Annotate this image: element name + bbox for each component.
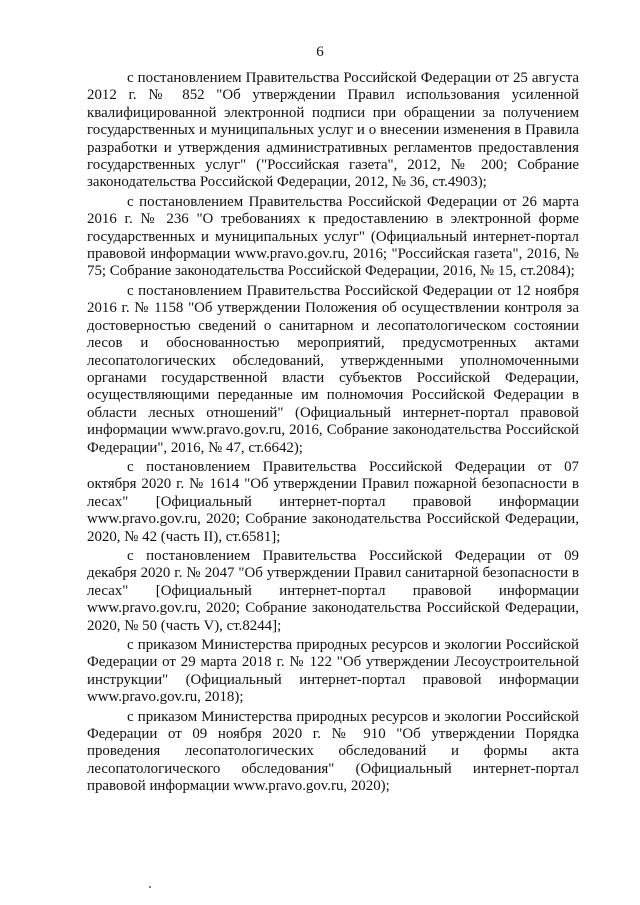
paragraph-2: с постановлением Правительства Российской Федерации от 26 марта 2016 г. № 236 "О требованиях к предоставлению в электронной форме государственных и муниципальных услуг" (Официальный интернет-портал правовой информации www.pravo.gov.ru, 2016; "Российская газета", 2016, № 75; Собрание законодательства Российской Федерации, 2016, № 15, ст.2084); (87, 193, 579, 280)
paragraph-5: с постановлением Правительства Российской Федерации от 09 декабря 2020 г. № 2047 "Об утверждении Правил санитарной безопасности в лесах" [Официальный интернет-портал правовой информации www.pravo.gov.ru, 2020; Собрание законодательства Российской Федерации, 2020, № 50 (часть V), ст.8244]; (87, 547, 579, 634)
paragraph-4: с постановлением Правительства Российской Федерации от 07 октября 2020 г. № 1614 "Об утверждении Правил пожарной безопасности в лесах" [Официальный интернет-портал правовой информации www.pravo.gov.ru, 2020; Собрание законодательства Российской Федерации, 2020, № 42 (часть II), ст.6581]; (87, 458, 579, 545)
paragraph-7: с приказом Министерства природных ресурсов и экологии Российской Федерации от 09 ноября 2020 г. № 910 "Об утверждении Порядка проведения лесопатологических обследований и формы акта лесопатологического обследования" (Официальный интернет-портал правовой информации www.pravo.gov.ru, 2020); (87, 708, 579, 795)
paragraph-6: с приказом Министерства природных ресурсов и экологии Российской Федерации от 29 марта 2018 г. № 122 "Об утверждении Лесоустроительной инструкции" (Официальный интернет-портал правовой информации www.pravo.gov.ru, 2018); (87, 637, 579, 706)
paragraph-1: с постановлением Правительства Российской Федерации от 25 августа 2012 г. № 852 "Об утверждении Правил использования усиленной квалифицированной электронной подписи при обращении за получением государственных и муниципальных услуг и о внесении изменения в Правила разработки и утверждения административных регламентов предоставления государственных услуг" ("Российская газета", 2012, № 200; Собрание законодательства Российской Федерации, 2012, № 36, ст.4903); (87, 70, 579, 191)
scan-speck (149, 886, 151, 888)
document-body (87, 70, 579, 798)
page-number: 6 (316, 44, 324, 60)
paragraph-3: с постановлением Правительства Российской Федерации от 12 ноября 2016 г. № 1158 "Об утверждении Положения об осуществлении контроля за достоверностью сведений о санитарном и лесопатологическом состоянии лесов и обоснованностью мероприятий, предусмотренных актами лесопатологических обследований, утвержденными уполномоченными органами государственной власти субъектов Российской Федерации, осуществляющими переданные им полномочия Российской Федерации в области лесных отношений" (Официальный интернет-портал правовой информации www.pravo.gov.ru, 2016, Собрание законодательства Российской Федерации", 2016, № 47, ст.6642); (87, 282, 579, 456)
